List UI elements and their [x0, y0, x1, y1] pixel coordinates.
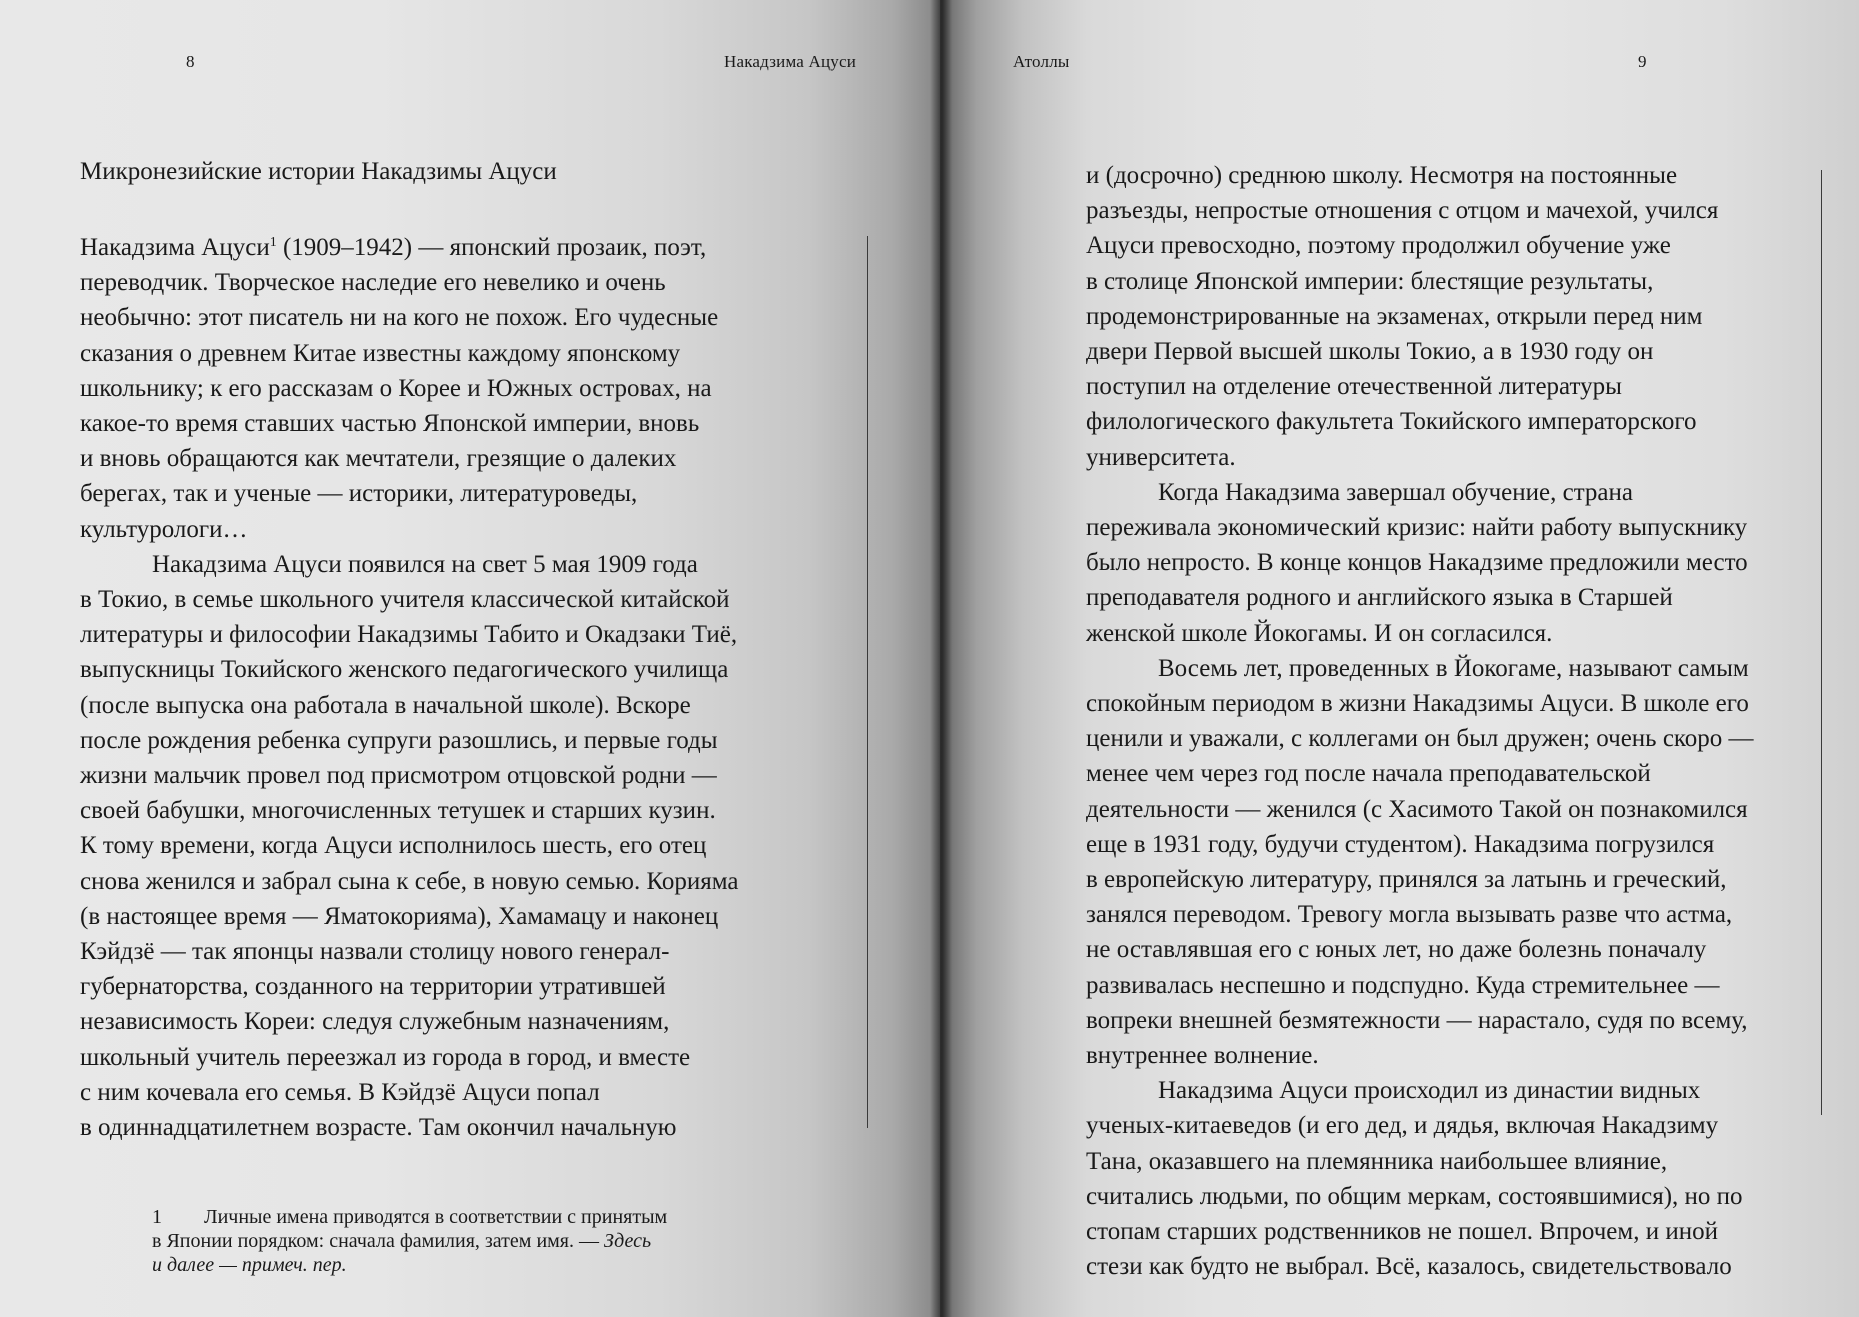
text-line: в Токио, в семье школьного учителя классической китайской [80, 586, 730, 614]
left-body-text [80, 230, 860, 1145]
text-line: К тому времени, когда Ацуси исполнилось шесть, его отец [80, 832, 707, 860]
text-line: берегах, так и ученые — историки, литературоведы, [80, 480, 638, 508]
margin-rule-right [1821, 170, 1822, 1115]
text-line: филологического факультета Токийского императорского [1086, 408, 1697, 436]
margin-rule-left [867, 236, 868, 1128]
text-line: менее чем через год после начала преподавательской [1086, 760, 1651, 788]
right-page [940, 0, 1859, 1317]
right-paragraph-3 [1086, 651, 1846, 1073]
text-line: школьный учитель переезжал из города в город, и вместе [80, 1043, 691, 1071]
text-line: занялся переводом. Тревогу могла вызывать разве что астма, [1086, 901, 1733, 929]
text-line: Накадзима Ацуси появился на свет 5 мая 1909 года [152, 550, 698, 578]
right-paragraph-4 [1086, 1073, 1846, 1284]
spine-shadow [930, 0, 952, 1317]
left-paragraph-1 [80, 230, 860, 547]
text-line: продемонстрированные на экзаменах, открыли перед ним [1086, 302, 1703, 330]
text-line: после рождения ребенка супруги разошлись, и первые годы [80, 726, 718, 754]
text-line: школьнику; к его рассказам о Корее и Южных островах, на [80, 374, 712, 402]
footnote-line: Личные имена приводятся в соответствии с принятым [204, 1206, 668, 1228]
text-line: Тана, оказавшего на племянника наибольшее влияние, [1086, 1147, 1668, 1175]
text-line: ценили и уважали, с коллегами он был дружен; очень скоро — [1086, 725, 1754, 753]
text-line: независимость Кореи: следуя служебным назначениям, [80, 1008, 670, 1036]
footnote-line: в Японии порядком: сначала фамилия, затем имя. — [152, 1230, 605, 1252]
right-body-text [1086, 158, 1846, 1285]
text-line: культурологи… [80, 515, 248, 543]
text-line: деятельности — женился (с Хасимото Такой он познакомился [1086, 795, 1748, 823]
footnote-marker[interactable]: 1 [269, 235, 277, 250]
text-line: еще в 1931 году, будучи студентом). Накадзима погрузился [1086, 830, 1715, 858]
text-line: (в настоящее время — Яматокорияма), Хамамацу и наконец [80, 902, 719, 930]
text-line: с ним кочевала его семья. В Кэйдзё Ацуси попал [80, 1078, 600, 1106]
right-paragraph-1 [1086, 158, 1846, 475]
text-line: вопреки внешней безмятежности — нарастало, судя по всему, [1086, 1006, 1748, 1034]
text-line: переживала экономический кризис: найти работу выпускнику [1086, 514, 1748, 542]
text-line: женской школе Йокогамы. И он согласился. [1086, 619, 1553, 647]
text-line: Когда Накадзима завершал обучение, страна [1158, 478, 1633, 506]
text-line: Ацуси превосходно, поэтому продолжил обучение уже [1086, 232, 1671, 260]
left-paragraph-2 [80, 547, 860, 1145]
text-line: своей бабушки, многочисленных тетушек и старших кузин. [80, 797, 716, 825]
footnote [152, 1205, 792, 1277]
text-line: литературы и философии Накадзимы Табито и Окадзаки Тиё, [80, 621, 738, 649]
text-line: не оставлявшая его с юных лет, но даже болезнь поначалу [1086, 936, 1707, 964]
text-line: ученых-китаеведов (и его дед, и дядья, включая Накадзиму [1086, 1112, 1719, 1140]
running-head-title: Атоллы [1013, 52, 1070, 71]
text-line: было непросто. В конце концов Накадзиме предложили место [1086, 549, 1748, 577]
right-paragraph-2 [1086, 475, 1846, 651]
text-line: в одиннадцатилетнем возрасте. Там окончил начальную [80, 1114, 677, 1142]
text-line: развивалась неспешно и подспудно. Куда стремительнее — [1086, 971, 1720, 999]
text-line: поступил на отделение отечественной литературы [1086, 373, 1622, 401]
text-line: Кэйдзё — так японцы назвали столицу нового генерал- [80, 938, 670, 966]
text-line: спокойным периодом в жизни Накадзимы Ацуси. В школе его [1086, 690, 1749, 718]
text-line: переводчик. Творческое наследие его невелико и очень [80, 269, 666, 297]
text-line: Восемь лет, проведенных в Йокогаме, называют самым [1158, 654, 1749, 682]
text-line: двери Первой высшей школы Токио, а в 1930 году он [1086, 338, 1654, 366]
text-line: преподавателя родного и английского языка в Старшей [1086, 584, 1673, 612]
text-line: в столице Японской империи: блестящие результаты, [1086, 267, 1654, 295]
text-line: считались людьми, по общим меркам, состоявшимися), но по [1086, 1182, 1743, 1210]
footnote-italic: и далее — примеч. пер. [152, 1254, 347, 1276]
text-line: жизни мальчик провел под присмотром отцовской родни — [80, 762, 717, 790]
text-line: сказания о древнем Китае известны каждому японскому [80, 339, 681, 367]
running-head-author: Накадзима Ацуси [724, 52, 856, 71]
text-line: необычно: этот писатель ни на кого не похож. Его чудесные [80, 304, 719, 332]
chapter-heading: Микронезийские истории Накадзимы Ацуси [80, 158, 557, 185]
text-line: выпускницы Токийского женского педагогического училища [80, 656, 729, 684]
text-line: Накадзима Ацуси происходил из династии видных [1158, 1077, 1701, 1105]
text-line: снова женился и забрал сына к себе, в новую семью. Корияма [80, 867, 739, 895]
text-line: стопам старших родственников не пошел. Впрочем, и иной [1086, 1218, 1718, 1246]
author-name: Накадзима Ацуси [80, 234, 270, 261]
page-number-left: 8 [186, 52, 195, 71]
page-number-right: 9 [1638, 52, 1647, 71]
text-line: (1909–1942) — японский прозаик, поэт, [276, 234, 707, 261]
text-line: какое-то время ставших частью Японской империи, вновь [80, 410, 700, 438]
footnote-italic: Здесь [604, 1230, 652, 1252]
text-line: (после выпуска она работала в начальной школе). Вскоре [80, 691, 691, 719]
text-line: в европейскую литературу, принялся за латынь и греческий, [1086, 866, 1727, 894]
text-line: стези как будто не выбрал. Всё, казалось, свидетельствовало [1086, 1253, 1732, 1281]
text-line: и (досрочно) среднюю школу. Несмотря на постоянные [1086, 162, 1678, 189]
text-line: внутреннее волнение. [1086, 1042, 1319, 1070]
text-line: губернаторства, созданного на территории утратившей [80, 973, 666, 1001]
text-line: разъезды, непростые отношения с отцом и мачехой, учился [1086, 197, 1719, 225]
footnote-number: 1 [152, 1206, 162, 1228]
text-line: университета. [1086, 443, 1236, 471]
text-line: и вновь обращаются как мечтатели, грезящие о далеких [80, 445, 677, 473]
